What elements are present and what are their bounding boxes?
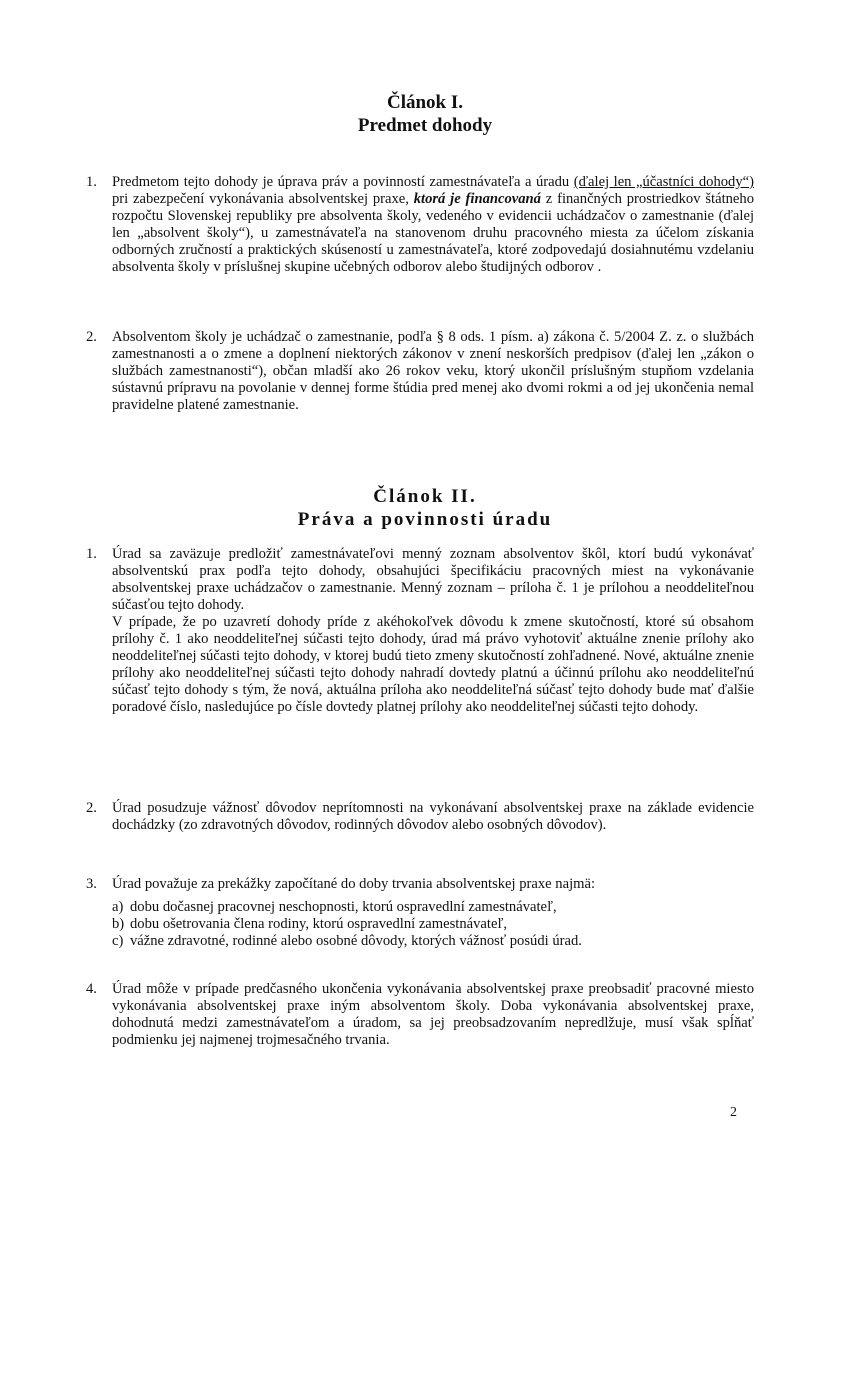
sub-item-label: b) — [112, 916, 125, 932]
article-2-heading — [0, 485, 850, 531]
sub-item-text: dobu dočasnej pracovnej neschopnosti, ktorú ospravedlní zamestnávateľ, — [130, 899, 557, 915]
item-text — [112, 174, 754, 276]
article-2-item-1 — [86, 546, 754, 716]
item-text: Úrad považuje za prekážky započítané do doby trvania absolventskej praxe najmä: — [112, 876, 596, 892]
item-text: Absolventom školy je uchádzač o zamestnanie, podľa § 8 ods. 1 písm. a) zákona č. 5/2004 Z. z. o službách zamestnanosti a o zmene a doplnení niektorých zákonov v znení neskorších predpisov (ďalej len „zákon o službách zamestnanosti“), občan mladší ako 26 rokov veku, ktorý ukončil príslušným stupňom vzdelania sústavnú prípravu na povolanie v dennej forme štúdia pred menej ako dvomi rokmi a od jej ukončenia nemal pravidelne platené zamestnanie. — [112, 329, 754, 413]
sub-list-item — [112, 933, 754, 950]
item-number: 2. — [86, 329, 97, 345]
article-2-item-4 — [86, 981, 754, 1049]
article-1-heading — [0, 91, 850, 137]
emphasized-text: ktorá je financovaná — [413, 191, 541, 207]
underlined-term: (ďalej len „účastníci dohody“) — [573, 174, 754, 190]
item-number: 1. — [86, 546, 97, 562]
sub-item-label: a) — [112, 899, 124, 915]
sub-list-item — [112, 916, 754, 933]
item-paragraph: Úrad sa zaväzuje predložiť zamestnávateľovi menný zoznam absolventov škôl, ktorí budú vykonávať absolventskú prax podľa tejto dohody, obsahujúci špecifikáciu pracovných miest na vykonávanie absolventskej praxe uchádzačov o zamestnanie. Menný zoznam – príloha č. 1 je prílohou a neoddeliteľnou súčasťou tejto dohody. — [112, 546, 754, 613]
item-paragraph: V prípade, že po uzavretí dohody príde z akéhokoľvek dôvodu k zmene skutočností, ktoré sú obsahom prílohy č. 1 ako neoddeliteľnej súčasti tejto dohody, úrad má právo vyhotoviť aktuálne znenie prílohy ako neoddeliteľnej súčasti tejto dohody, v ktorej budú tieto zmeny skutočností zohľadnené. Nové, aktuálne znenie prílohy ako neoddeliteľnej súčasti tejto dohody nahradí dovtedy platnú a účinnú prílohu ako neoddeliteľnú súčasť tejto dohody s tým, že nová, aktuálna príloha ako neoddeliteľná súčasť tejto dohody bude mať ďalšie poradové číslo, nasledujúce po čísle dovtedy platnej prílohy ako neoddeliteľnej súčasti tejto dohody. — [112, 614, 754, 715]
article-1-title: Článok I. — [386, 92, 464, 113]
item-number: 4. — [86, 981, 97, 997]
item-number: 3. — [86, 876, 97, 892]
sub-list-item — [112, 899, 754, 916]
sub-item-label: c) — [112, 933, 124, 949]
sub-item-text: dobu ošetrovania člena rodiny, ktorú ospravedlní zamestnávateľ, — [130, 916, 508, 932]
page-number: 2 — [730, 1105, 737, 1120]
sub-item-text: vážne zdravotné, rodinné alebo osobné dôvody, ktorých vážnosť posúdi úrad. — [130, 933, 582, 949]
article-2-subtitle: Práva a povinnosti úradu — [297, 509, 553, 530]
item-text: Úrad môže v prípade predčasného ukončenia vykonávania absolventskej praxe preobsadiť pracovné miesto vykonávania absolventskej praxe iným absolventom školy. Doba vykonávania absolventskej praxe, dohodnutá medzi zamestnávateľom a úradom, sa jej preobsadzovaním nepredlžuje, musí však spĺňať podmienku jej najmenej trojmesačného trvania. — [112, 981, 754, 1048]
sub-list — [112, 899, 754, 950]
item-text: Úrad posudzuje vážnosť dôvodov neprítomnosti na vykonávaní absolventskej praxe na základe evidencie dochádzky (zo zdravotných dôvodov, rodinných dôvodov alebo osobných dôvodov). — [112, 800, 754, 833]
article-1-subtitle: Predmet dohody — [357, 115, 493, 136]
article-1-item-1 — [86, 174, 754, 276]
article-1-item-2 — [86, 329, 754, 414]
article-2-title: Článok II. — [373, 486, 477, 507]
item-number: 1. — [86, 174, 97, 190]
article-2-item-3 — [86, 876, 754, 950]
text-segment: pri zabezpečení vykonávania absolventskej praxe, — [112, 191, 414, 207]
article-2-item-2 — [86, 800, 754, 834]
item-number: 2. — [86, 800, 97, 816]
text-segment: Predmetom tejto dohody je úprava práv a povinností zamestnávateľa a úradu — [112, 174, 574, 190]
text-segment: z finančných prostriedkov štátneho rozpočtu Slovenskej republiky pre absolventa školy, vedeného v evidencii uchádzačov o zamestnanie (ďalej len „absolvent školy“), u zamestnávateľa na stanovenom druhu pracovného miesta za účelom získania odborných zručností a praktických skúseností u zamestnávateľa, ktoré zodpovedajú dosiahnutému vzdelaniu absolventa školy v príslušnej skupine učebných odborov alebo študijných odborov . — [112, 191, 754, 275]
